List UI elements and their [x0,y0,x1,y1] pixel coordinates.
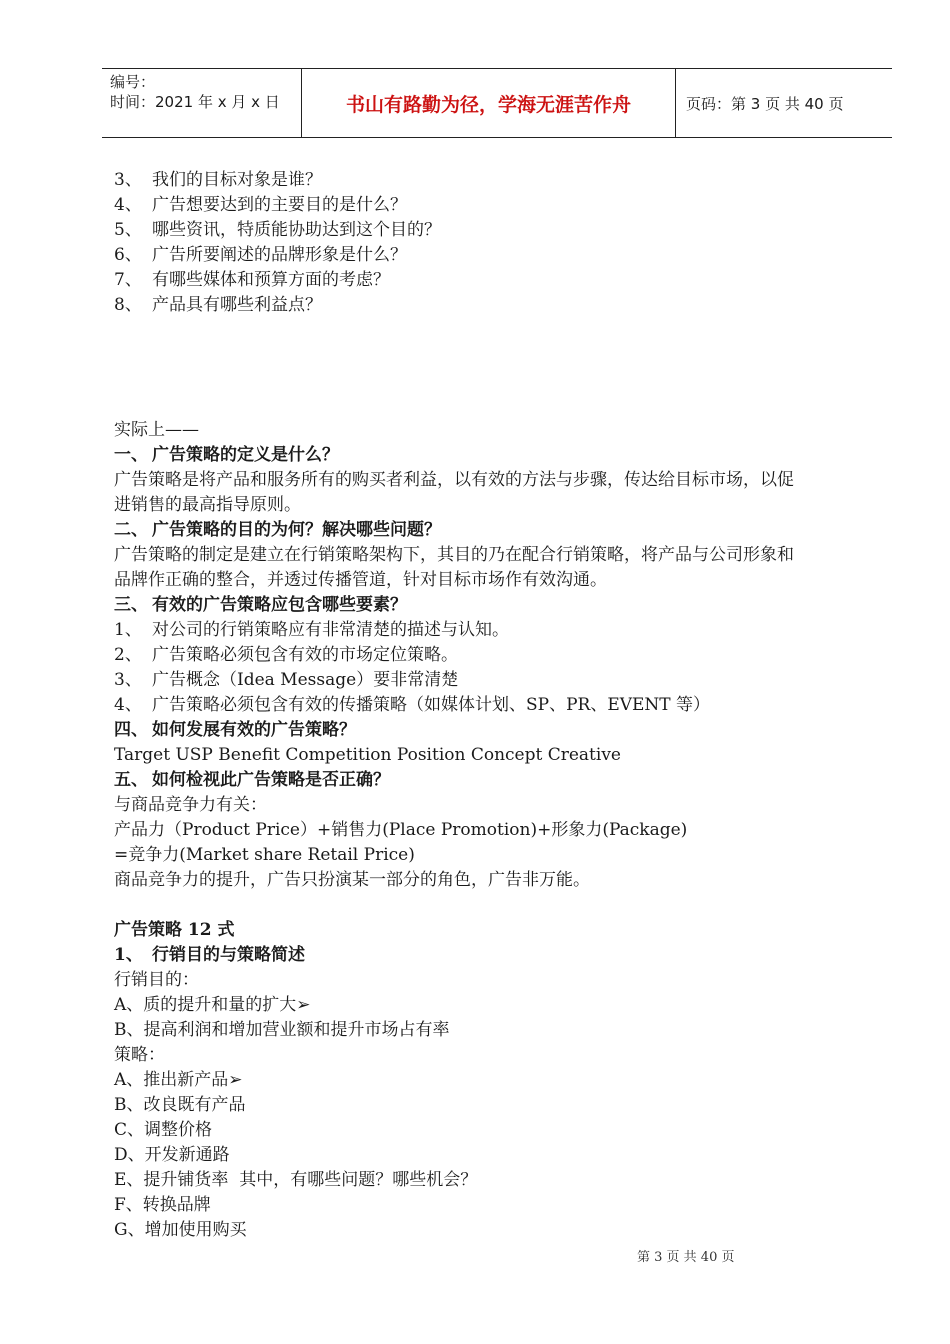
paragraph-line: 商品竞争力的提升，广告只扮演某一部分的角色，广告非万能。 [114,870,590,890]
paragraph-line: 广告策略是将产品和服务所有的购买者利益，以有效的方法与步骤，传达给目标市场，以促 [114,470,794,490]
question-item: 3、 我们的目标对象是谁？ [114,170,322,190]
page-footer: 第 3 页 共 40 页 [637,1250,735,1265]
section-title: 广告策略 12 式 [114,920,235,940]
list-item: 1、 对公司的行销策略应有非常清楚的描述与认知。 [114,620,509,640]
header-page-info: 页码：第 3 页 共 40 页 [686,94,844,113]
subsection-heading: 1、 行销目的与策略简述 [114,945,305,965]
section-heading: 一、 广告策略的定义是什么？ [114,445,339,465]
strategy-item: F、转换品牌 [114,1195,211,1215]
code-label: 编号： [110,73,156,91]
paragraph-line: 进销售的最高指导原则。 [114,495,301,515]
intro-line: 实际上—— [114,420,199,440]
strategy-item: B、改良既有产品 [114,1095,246,1115]
goal-item: A、质的提升和量的扩大➢ [114,995,311,1015]
strategy-item: G、增加使用购买 [114,1220,247,1240]
paragraph-line: Target USP Benefit Competition Position Concept Creative [114,745,621,765]
strategy-item: D、开发新通路 [114,1145,230,1165]
list-item: 2、 广告策略必须包含有效的市场定位策略。 [114,645,458,665]
paragraph-line: 与商品竞争力有关： [114,795,267,815]
list-item: 4、 广告策略必须包含有效的传播策略（如媒体计划、SP、PR、EVENT 等） [114,695,711,715]
paragraph-line: 产品力（Product Price）+销售力(Place Promotion)+形象力(Package) [114,820,688,840]
section-heading: 三、 有效的广告策略应包含哪些要素？ [114,595,407,615]
question-item: 7、 有哪些媒体和预算方面的考虑？ [114,270,390,290]
goal-item: B、提高利润和增加营业额和提升市场占有率 [114,1020,450,1040]
question-item: 6、 广告所要阐述的品牌形象是什么？ [114,245,407,265]
question-item: 8、 产品具有哪些利益点？ [114,295,322,315]
document-body [114,168,884,1243]
header-motto: 书山有路勤为径，学海无涯苦作舟 [302,69,676,137]
strategy-item: E、提升铺货率 其中，有哪些问题？哪些机会？ [114,1170,478,1190]
time-label: 时间：2021 年 x 月 x 日 [110,93,280,111]
section-heading: 四、 如何发展有效的广告策略？ [114,720,356,740]
strategy-item: A、推出新产品➢ [114,1070,243,1090]
section-heading: 二、 广告策略的目的为何？解决哪些问题？ [114,520,441,540]
list-item: 3、 广告概念（Idea Message）要非常清楚 [114,670,459,690]
paragraph-line: =竞争力(Market share Retail Price) [114,845,415,865]
strategy-label: 策略： [114,1045,165,1065]
header-meta [102,69,302,137]
paragraph-line: 广告策略的制定是建立在行销策略架构下，其目的乃在配合行销策略，将产品与公司形象和 [114,545,794,565]
page-header [102,68,892,138]
section-heading: 五、 如何检视此广告策略是否正确？ [114,770,390,790]
question-item: 5、 哪些资讯，特质能协助达到这个目的？ [114,220,441,240]
goal-label: 行销目的： [114,970,199,990]
paragraph-line: 品牌作正确的整合，并透过传播管道，针对目标市场作有效沟通。 [114,570,607,590]
strategy-item: C、调整价格 [114,1120,213,1140]
question-item: 4、 广告想要达到的主要目的是什么？ [114,195,407,215]
